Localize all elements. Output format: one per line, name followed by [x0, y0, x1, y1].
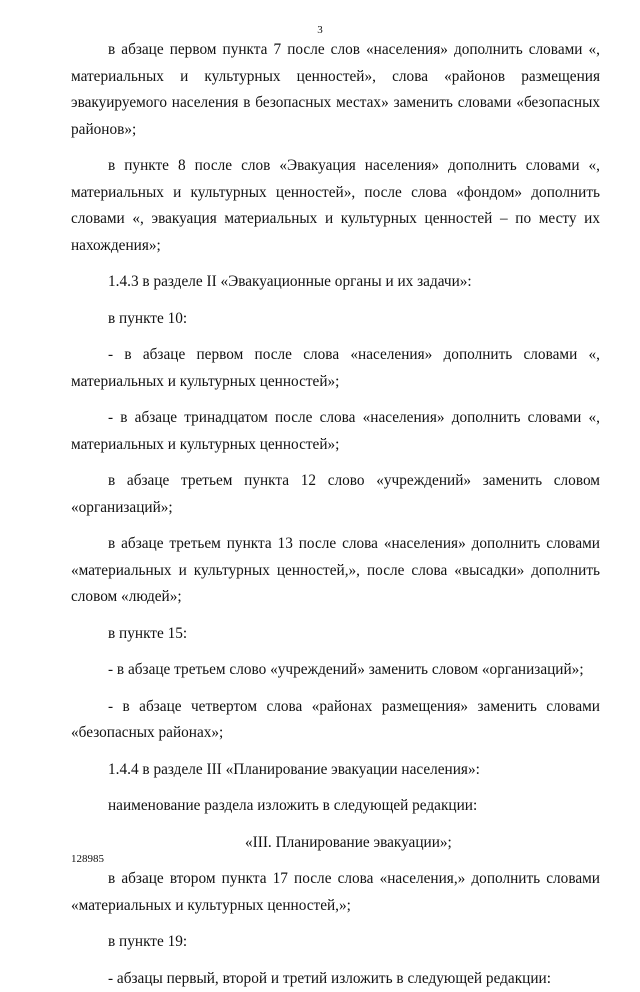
document-body	[71, 37, 600, 992]
paragraph-item-10-sub2: - в абзаце тринадцатом после слова «населения» дополнить словами «, материальных и культурных ценностей»;	[71, 405, 600, 458]
paragraph-item-13: в абзаце третьем пункта 13 после слова «населения» дополнить словами «материальных и культурных ценностей,», после слова «высадки» дополнить словом «людей»;	[71, 531, 600, 611]
paragraph-item-17: в абзаце втором пункта 17 после слова «населения,» дополнить словами «материальных и культурных ценностей,»;	[71, 866, 600, 919]
page-number: 3	[0, 24, 640, 36]
paragraph-section-title-instruction: наименование раздела изложить в следующей редакции:	[71, 793, 600, 820]
paragraph-item-19: в пункте 19:	[71, 929, 600, 956]
section-new-title: «III. Планирование эвакуации»;	[71, 830, 600, 857]
paragraph-item-19-sub1: - абзацы первый, второй и третий изложить в следующей редакции:	[71, 966, 600, 992]
paragraph-item-15: в пункте 15:	[71, 621, 600, 648]
footer-code: 128985	[71, 853, 104, 865]
section-heading-1-4-3: 1.4.3 в разделе II «Эвакуационные органы и их задачи»:	[71, 269, 600, 296]
paragraph-item-10-sub1: - в абзаце первом после слова «населения» дополнить словами «, материальных и культурных ценностей»;	[71, 342, 600, 395]
paragraph-item-8: в пункте 8 после слов «Эвакуация населения» дополнить словами «, материальных и культурных ценностей», после слова «фондом» дополнить словами «, эвакуация материальных и культурных ценностей – по месту их нахождения»;	[71, 153, 600, 259]
paragraph-item-10: в пункте 10:	[71, 306, 600, 333]
paragraph-item-12: в абзаце третьем пункта 12 слово «учреждений» заменить словом «организаций»;	[71, 468, 600, 521]
paragraph-item-15-sub2: - в абзаце четвертом слова «районах размещения» заменить словами «безопасных районах»;	[71, 694, 600, 747]
paragraph-item-15-sub1: - в абзаце третьем слово «учреждений» заменить словом «организаций»;	[71, 657, 600, 684]
paragraph-item-7: в абзаце первом пункта 7 после слов «населения» дополнить словами «, материальных и культурных ценностей», слова «районов размещения эвакуируемого населения в безопасных местах» заменить словами «безопасных районов»;	[71, 37, 600, 143]
section-heading-1-4-4: 1.4.4 в разделе III «Планирование эвакуации населения»:	[71, 757, 600, 784]
